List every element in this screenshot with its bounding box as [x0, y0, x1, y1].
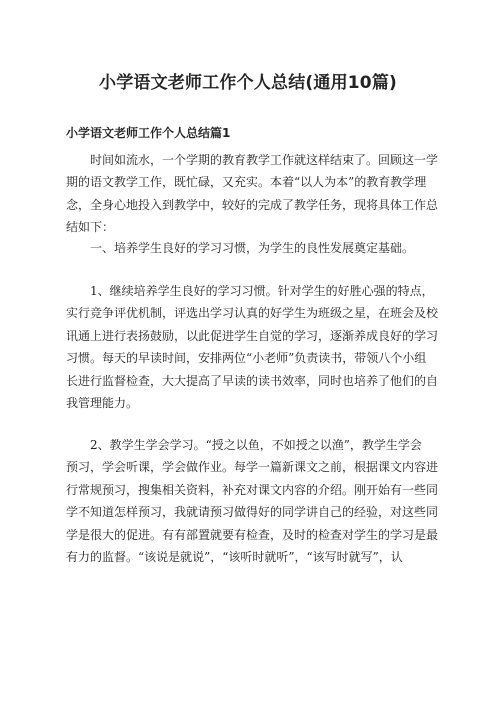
paragraph-item-1	[66, 280, 439, 414]
paragraph-line: 期的语文教学工作，既忙碌，又充实。本着“以人为本”的教育教学理	[66, 175, 427, 190]
paragraph-subheading	[66, 237, 431, 259]
paragraph-line: 我管理能力。	[66, 396, 139, 411]
paragraph-line: 时间如流水，一个学期的教育教学工作就这样结束了。回顾这一学	[90, 153, 439, 167]
section-heading: 小学语文老师工作个人总结篇1	[66, 126, 231, 140]
paragraph-line: 习惯。每天的早读时间，安排两位“小老师”负责读书，带领八个小组	[66, 351, 427, 366]
paragraph-line: 1、继续培养学生良好的学习习惯。针对学生的好胜心强的特点，	[90, 284, 434, 298]
paragraph-line: 实行竞争评优机制，评选出学习认真的好学生为班级之星，在班会及校	[66, 306, 439, 321]
document-title: 小学语文老师工作个人总结(通用10篇)	[99, 73, 397, 93]
paragraph-line: 讯通上进行表扬鼓励，以此促进学生自觉的学习，逐渐养成良好的学习	[66, 328, 439, 343]
paragraph-item-2	[66, 434, 439, 568]
paragraph-line: 念，全身心地投入到教学中，较好的完成了教学任务，现将具体工作总	[66, 197, 439, 212]
paragraph-line: 行常规预习，搜集相关资料，补充对课文内容的介绍。刚开始有一些同	[66, 482, 439, 497]
paragraph-line: 2、教学生学会学习。“授之以鱼，不如授之以渔”，教学生学会	[90, 438, 422, 452]
paragraph-line: 预习，学会听课，学会做作业。每学一篇新课文之前，根据课文内容进	[66, 460, 439, 475]
paragraph-line: 结如下：	[66, 220, 115, 235]
paragraph-line: 学不知道怎样预习，我就请预习做得好的同学讲自己的经验，对这些同	[66, 505, 439, 520]
paragraph-line: 一、培养学生良好的学习习惯，为学生的良性发展奠定基础。	[90, 241, 415, 255]
paragraph-line: 有力的监督。“该说是就说”，“该听时就听”，“该写时就写”，认	[66, 550, 403, 565]
paragraph-line: 长进行监督检查，大大提高了早读的读书效率，同时也培养了他们的自	[66, 373, 439, 388]
paragraph-intro	[66, 149, 439, 239]
paragraph-line: 学是很大的促进。有有部置就要有检查，及时的检查对学生的学习是最	[66, 527, 439, 542]
